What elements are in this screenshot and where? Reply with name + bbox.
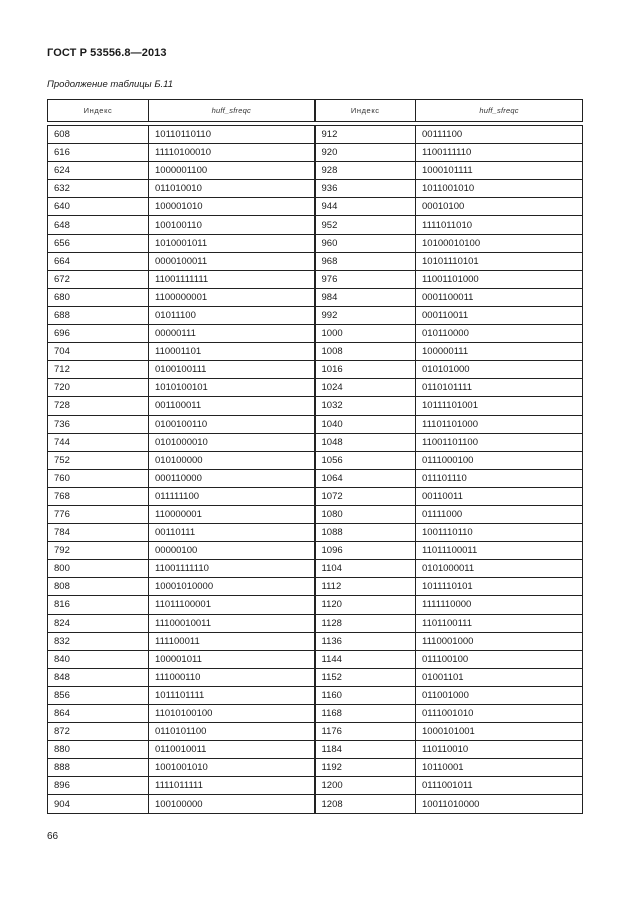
index-left-cell: 744 <box>48 433 149 451</box>
code-right-cell: 1000101001 <box>416 723 583 741</box>
code-left-cell: 111100011 <box>149 632 315 650</box>
index-right-cell: 1032 <box>315 397 416 415</box>
code-right-cell: 00111100 <box>416 126 583 144</box>
code-left-cell: 100100110 <box>149 216 315 234</box>
code-left-cell: 11110100010 <box>149 144 315 162</box>
index-right-cell: 936 <box>315 180 416 198</box>
index-left-cell: 848 <box>48 668 149 686</box>
table-row <box>48 451 583 469</box>
huffman-code-table <box>47 99 583 814</box>
table-row <box>48 487 583 505</box>
index-right-cell: 1168 <box>315 705 416 723</box>
header-index-left: Индекс <box>48 100 149 122</box>
index-right-cell: 1008 <box>315 343 416 361</box>
code-left-cell: 111000110 <box>149 668 315 686</box>
index-right-cell: 1160 <box>315 686 416 704</box>
header-index-right: Индекс <box>315 100 416 122</box>
index-right-cell: 1128 <box>315 614 416 632</box>
index-left-cell: 888 <box>48 759 149 777</box>
table-caption: Продолжение таблицы Б.11 <box>47 79 174 90</box>
code-right-cell: 11001101100 <box>416 433 583 451</box>
index-right-cell: 1184 <box>315 741 416 759</box>
code-left-cell: 1011101111 <box>149 686 315 704</box>
table-row <box>48 252 583 270</box>
index-left-cell: 680 <box>48 288 149 306</box>
table-row <box>48 777 583 795</box>
index-right-cell: 1048 <box>315 433 416 451</box>
code-right-cell: 10011010000 <box>416 795 583 813</box>
index-left-cell: 864 <box>48 705 149 723</box>
code-left-cell: 001100011 <box>149 397 315 415</box>
code-left-cell: 1010100101 <box>149 379 315 397</box>
table-row <box>48 325 583 343</box>
code-left-cell: 0100100110 <box>149 415 315 433</box>
index-left-cell: 696 <box>48 325 149 343</box>
code-left-cell: 1111011111 <box>149 777 315 795</box>
index-right-cell: 1104 <box>315 560 416 578</box>
code-right-cell: 1111110000 <box>416 596 583 614</box>
header-code-right: huff_sfreqc <box>416 100 583 122</box>
code-right-cell: 110110010 <box>416 741 583 759</box>
code-left-cell: 0100100111 <box>149 361 315 379</box>
code-right-cell: 1000101111 <box>416 162 583 180</box>
index-right-cell: 968 <box>315 252 416 270</box>
index-right-cell: 984 <box>315 288 416 306</box>
index-left-cell: 688 <box>48 306 149 324</box>
page-number: 66 <box>47 831 59 842</box>
table-row <box>48 686 583 704</box>
index-left-cell: 816 <box>48 596 149 614</box>
code-left-cell: 110000001 <box>149 505 315 523</box>
index-left-cell: 632 <box>48 180 149 198</box>
table-row <box>48 433 583 451</box>
table-row <box>48 705 583 723</box>
index-left-cell: 784 <box>48 524 149 542</box>
index-left-cell: 832 <box>48 632 149 650</box>
code-left-cell: 11001111110 <box>149 560 315 578</box>
table-row <box>48 469 583 487</box>
table-row <box>48 306 583 324</box>
index-right-cell: 1144 <box>315 650 416 668</box>
code-left-cell: 01011100 <box>149 306 315 324</box>
table-row <box>48 505 583 523</box>
code-left-cell: 11001111111 <box>149 270 315 288</box>
code-right-cell: 1001110110 <box>416 524 583 542</box>
index-left-cell: 800 <box>48 560 149 578</box>
index-right-cell: 1024 <box>315 379 416 397</box>
code-right-cell: 0111001010 <box>416 705 583 723</box>
index-right-cell: 1112 <box>315 578 416 596</box>
code-right-cell: 1011001010 <box>416 180 583 198</box>
index-left-cell: 768 <box>48 487 149 505</box>
table-body <box>48 126 583 814</box>
code-left-cell: 10001010000 <box>149 578 315 596</box>
index-left-cell: 624 <box>48 162 149 180</box>
code-left-cell: 0000100011 <box>149 252 315 270</box>
code-right-cell: 010101000 <box>416 361 583 379</box>
table-row <box>48 144 583 162</box>
document-title: ГОСТ Р 53556.8—2013 <box>47 47 167 59</box>
code-right-cell: 10110001 <box>416 759 583 777</box>
index-right-cell: 1192 <box>315 759 416 777</box>
index-right-cell: 1120 <box>315 596 416 614</box>
table-row <box>48 162 583 180</box>
code-left-cell: 0101000010 <box>149 433 315 451</box>
table-row <box>48 234 583 252</box>
code-right-cell: 11001101000 <box>416 270 583 288</box>
code-left-cell: 11100010011 <box>149 614 315 632</box>
index-left-cell: 896 <box>48 777 149 795</box>
code-left-cell: 1100000001 <box>149 288 315 306</box>
table-row <box>48 542 583 560</box>
index-left-cell: 752 <box>48 451 149 469</box>
index-left-cell: 792 <box>48 542 149 560</box>
table-row <box>48 596 583 614</box>
code-left-cell: 011111100 <box>149 487 315 505</box>
code-left-cell: 011010010 <box>149 180 315 198</box>
index-left-cell: 664 <box>48 252 149 270</box>
code-right-cell: 1100111110 <box>416 144 583 162</box>
index-right-cell: 1200 <box>315 777 416 795</box>
code-right-cell: 0101000011 <box>416 560 583 578</box>
table-row <box>48 397 583 415</box>
code-left-cell: 00000100 <box>149 542 315 560</box>
code-right-cell: 0110101111 <box>416 379 583 397</box>
index-left-cell: 880 <box>48 741 149 759</box>
index-right-cell: 1064 <box>315 469 416 487</box>
index-right-cell: 1176 <box>315 723 416 741</box>
code-left-cell: 00110111 <box>149 524 315 542</box>
index-right-cell: 1096 <box>315 542 416 560</box>
table-row <box>48 650 583 668</box>
index-right-cell: 912 <box>315 126 416 144</box>
code-right-cell: 011100100 <box>416 650 583 668</box>
code-left-cell: 100001011 <box>149 650 315 668</box>
index-right-cell: 952 <box>315 216 416 234</box>
code-right-cell: 11101101000 <box>416 415 583 433</box>
code-right-cell: 00110011 <box>416 487 583 505</box>
table-row <box>48 524 583 542</box>
index-right-cell: 944 <box>315 198 416 216</box>
index-right-cell: 1152 <box>315 668 416 686</box>
index-left-cell: 712 <box>48 361 149 379</box>
table-row <box>48 343 583 361</box>
code-right-cell: 011001000 <box>416 686 583 704</box>
table-row <box>48 560 583 578</box>
index-right-cell: 1088 <box>315 524 416 542</box>
code-right-cell: 000110011 <box>416 306 583 324</box>
table-row <box>48 668 583 686</box>
code-left-cell: 110001101 <box>149 343 315 361</box>
code-right-cell: 10111101001 <box>416 397 583 415</box>
table-row <box>48 415 583 433</box>
index-left-cell: 856 <box>48 686 149 704</box>
table-row <box>48 180 583 198</box>
code-right-cell: 1110001000 <box>416 632 583 650</box>
index-right-cell: 960 <box>315 234 416 252</box>
table-row <box>48 379 583 397</box>
index-left-cell: 904 <box>48 795 149 813</box>
table-row <box>48 578 583 596</box>
code-left-cell: 00000111 <box>149 325 315 343</box>
index-left-cell: 720 <box>48 379 149 397</box>
index-right-cell: 920 <box>315 144 416 162</box>
index-left-cell: 824 <box>48 614 149 632</box>
code-left-cell: 11010100100 <box>149 705 315 723</box>
code-right-cell: 0111001011 <box>416 777 583 795</box>
table-row <box>48 270 583 288</box>
code-right-cell: 0001100011 <box>416 288 583 306</box>
index-left-cell: 656 <box>48 234 149 252</box>
code-right-cell: 100000111 <box>416 343 583 361</box>
code-right-cell: 1101100111 <box>416 614 583 632</box>
header-code-left: huff_sfreqc <box>149 100 315 122</box>
code-left-cell: 100100000 <box>149 795 315 813</box>
index-left-cell: 736 <box>48 415 149 433</box>
index-right-cell: 976 <box>315 270 416 288</box>
code-left-cell: 010100000 <box>149 451 315 469</box>
index-left-cell: 704 <box>48 343 149 361</box>
index-left-cell: 760 <box>48 469 149 487</box>
code-right-cell: 11011100011 <box>416 542 583 560</box>
table-row <box>48 795 583 813</box>
index-right-cell: 1080 <box>315 505 416 523</box>
code-left-cell: 1001001010 <box>149 759 315 777</box>
code-left-cell: 0110010011 <box>149 741 315 759</box>
code-left-cell: 10110110110 <box>149 126 315 144</box>
table-row <box>48 361 583 379</box>
index-left-cell: 640 <box>48 198 149 216</box>
index-right-cell: 1040 <box>315 415 416 433</box>
index-left-cell: 872 <box>48 723 149 741</box>
code-left-cell: 1000001100 <box>149 162 315 180</box>
index-right-cell: 1056 <box>315 451 416 469</box>
index-left-cell: 728 <box>48 397 149 415</box>
index-right-cell: 1000 <box>315 325 416 343</box>
code-right-cell: 01111000 <box>416 505 583 523</box>
index-right-cell: 928 <box>315 162 416 180</box>
index-left-cell: 616 <box>48 144 149 162</box>
code-left-cell: 0110101100 <box>149 723 315 741</box>
table-header-row <box>48 100 583 122</box>
table-row <box>48 216 583 234</box>
table-row <box>48 759 583 777</box>
code-left-cell: 1010001011 <box>149 234 315 252</box>
code-right-cell: 011101110 <box>416 469 583 487</box>
code-left-cell: 11011100001 <box>149 596 315 614</box>
table-row <box>48 632 583 650</box>
code-right-cell: 010110000 <box>416 325 583 343</box>
index-left-cell: 840 <box>48 650 149 668</box>
table-row <box>48 741 583 759</box>
index-left-cell: 608 <box>48 126 149 144</box>
index-left-cell: 648 <box>48 216 149 234</box>
index-right-cell: 1072 <box>315 487 416 505</box>
code-right-cell: 01001101 <box>416 668 583 686</box>
table-row <box>48 288 583 306</box>
code-right-cell: 00010100 <box>416 198 583 216</box>
code-right-cell: 1111011010 <box>416 216 583 234</box>
index-left-cell: 808 <box>48 578 149 596</box>
index-right-cell: 992 <box>315 306 416 324</box>
code-right-cell: 10100010100 <box>416 234 583 252</box>
table-row <box>48 126 583 144</box>
code-right-cell: 0111000100 <box>416 451 583 469</box>
table-row <box>48 614 583 632</box>
index-right-cell: 1208 <box>315 795 416 813</box>
code-left-cell: 100001010 <box>149 198 315 216</box>
index-left-cell: 672 <box>48 270 149 288</box>
index-right-cell: 1136 <box>315 632 416 650</box>
code-right-cell: 1011110101 <box>416 578 583 596</box>
table-row <box>48 198 583 216</box>
index-left-cell: 776 <box>48 505 149 523</box>
table-row <box>48 723 583 741</box>
code-left-cell: 000110000 <box>149 469 315 487</box>
index-right-cell: 1016 <box>315 361 416 379</box>
code-right-cell: 10101110101 <box>416 252 583 270</box>
